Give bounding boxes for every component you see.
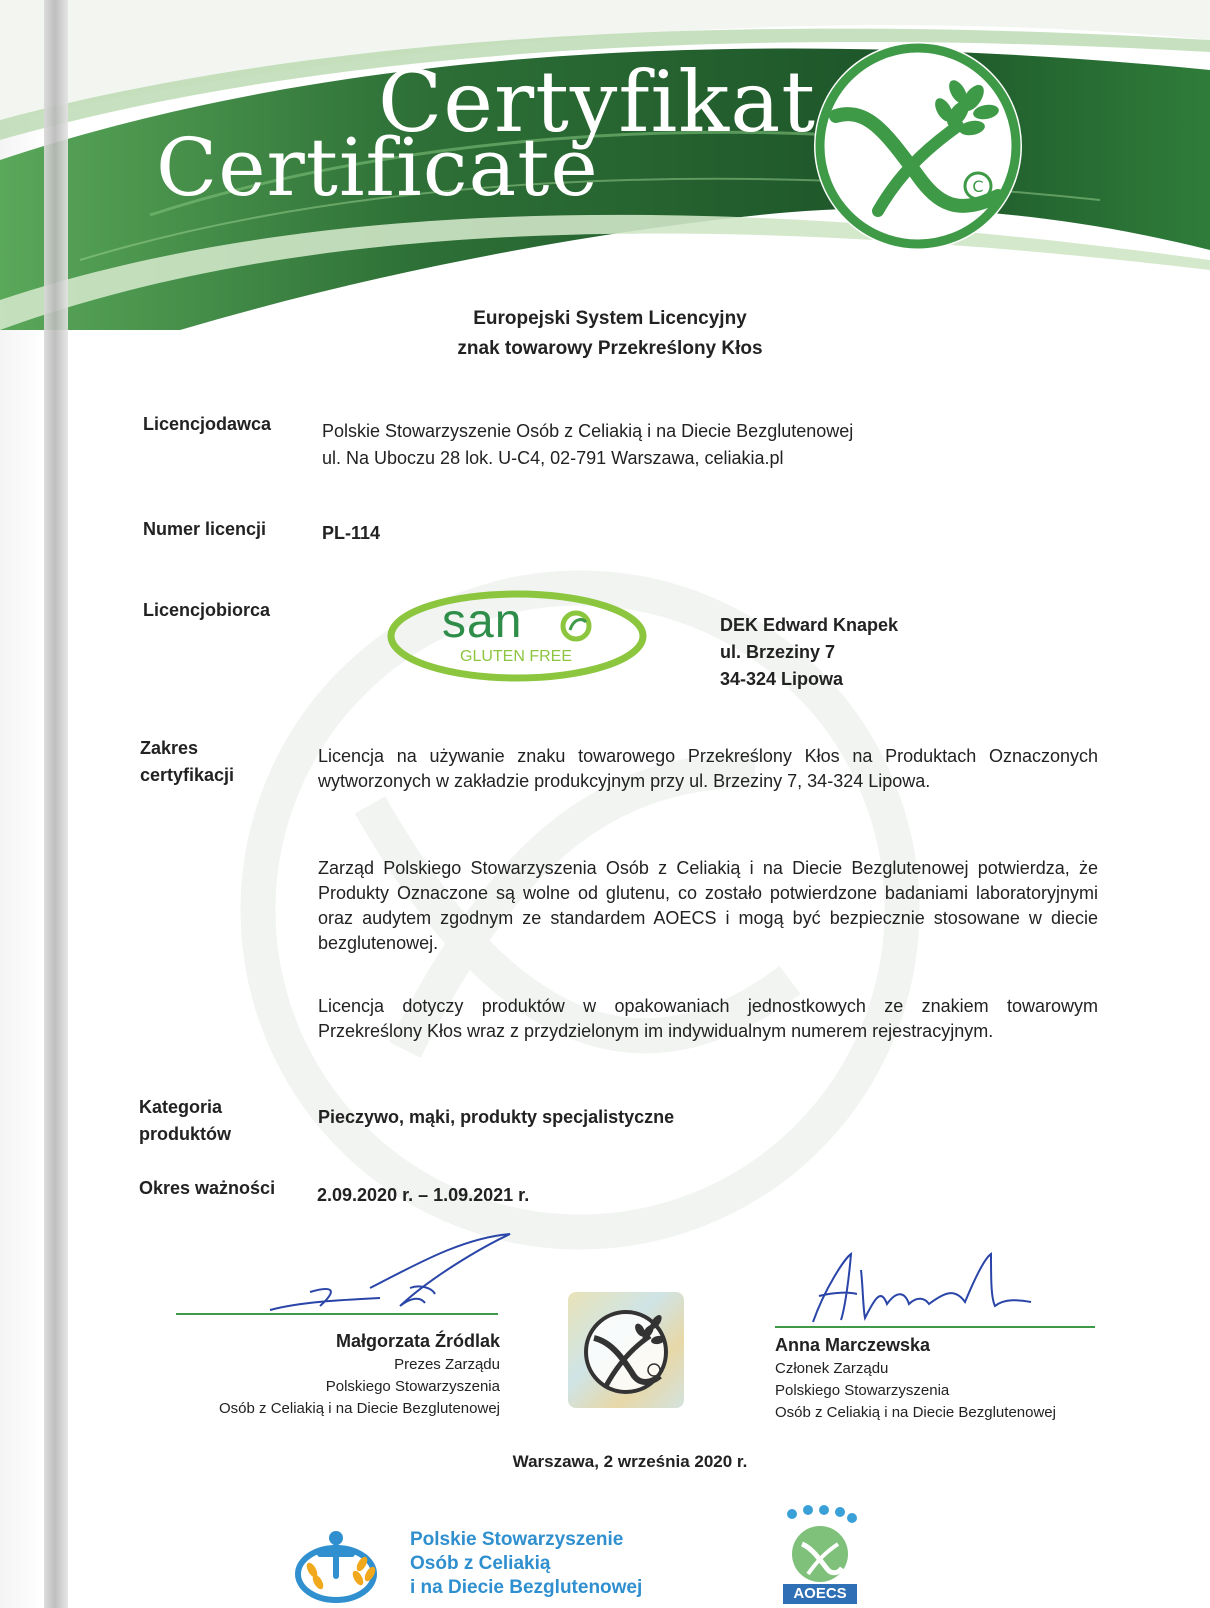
- certificate-subtitle: [310, 304, 910, 364]
- left-signer-name: Małgorzata Źródlak: [335, 1331, 500, 1351]
- license-number-value: PL-114: [322, 523, 381, 543]
- licensor-line-1: Polskie Stowarzyszenie Osób z Celiakią i na Diecie Bezglutenowej: [322, 421, 854, 441]
- left-signer-role-2: Polskiego Stowarzyszenia: [325, 1378, 500, 1395]
- svg-text:C: C: [972, 177, 984, 196]
- organization-name-line-1: Polskie Stowarzyszenie: [410, 1529, 624, 1550]
- organization-name: [410, 1528, 642, 1600]
- sano-logo-word: san: [442, 595, 523, 648]
- validity-value: 2.09.2020 r. – 1.09.2021 r.: [317, 1185, 530, 1205]
- category-label: [139, 1094, 231, 1148]
- crossed-grain-icon: [808, 36, 1028, 256]
- organization-name-line-3: i na Diecie Bezglutenowej: [410, 1577, 643, 1598]
- licensee-address: [720, 612, 898, 693]
- right-signer-role-1: Członek Zarządu: [775, 1360, 889, 1377]
- category-value: Pieczywo, mąki, produkty specjalistyczne: [318, 1107, 675, 1127]
- license-number-label: Numer licencji: [143, 519, 267, 539]
- scope-label-line-2: certyfikacji: [140, 765, 235, 785]
- title-polish: Certyfikat: [378, 53, 817, 151]
- right-signer-name: Anna Marczewska: [775, 1335, 931, 1355]
- licensor-value: [322, 418, 853, 472]
- aoecs-label: AOECS: [783, 1584, 857, 1604]
- scope-label-line-1: Zakres: [140, 738, 199, 758]
- right-signer-role-2: Polskiego Stowarzyszenia: [775, 1382, 950, 1399]
- right-signature: [805, 1248, 1035, 1328]
- right-signature-line: [775, 1326, 1095, 1328]
- scope-paragraph-2: Zarząd Polskiego Stowarzyszenia Osób z Celiakią i na Diecie Bezglutenowej potwierdza, że Produkty Oznaczone są wolne od glutenu, co zostało potwierdzone badaniami laboratoryjnymi oraz audytem zgodnym ze standardem AOECS i mogą być bezpiecznie stosowane w diecie bezglutenowej.: [318, 858, 1098, 953]
- sano-logo: [382, 588, 652, 684]
- licensee-street: ul. Brzeziny 7: [720, 642, 836, 662]
- left-signer-role-3: Osób z Celiakią i na Diecie Bezglutenowej: [219, 1400, 500, 1417]
- licensee-label: Licencjobiorca: [143, 600, 271, 620]
- sano-logo-subtitle: GLUTEN FREE: [460, 648, 573, 665]
- organization-name-line-2: Osób z Celiakią: [410, 1553, 551, 1574]
- subtitle-line-2: znak towarowy Przekreślony Kłos: [457, 338, 763, 359]
- category-label-line-1: Kategoria: [139, 1097, 223, 1117]
- title-english: Certificate: [156, 121, 599, 214]
- validity-label: Okres ważności: [139, 1178, 276, 1198]
- licensor-label: Licencjodawca: [143, 414, 272, 434]
- right-signer-role-3: Osób z Celiakią i na Diecie Bezglutenowej: [775, 1404, 1056, 1421]
- left-signer: [219, 1328, 500, 1420]
- hologram-seal-icon: [566, 1290, 686, 1410]
- category-label-line-2: produktów: [139, 1124, 231, 1144]
- organization-logo-icon: [292, 1524, 402, 1608]
- scope-label: [140, 735, 234, 789]
- place-and-date: Warszawa, 2 września 2020 r.: [512, 1452, 748, 1471]
- licensee-name: DEK Edward Knapek: [720, 615, 899, 635]
- licensor-line-2: ul. Na Uboczu 28 lok. U-C4, 02-791 Warszawa, celiakia.pl: [322, 448, 784, 468]
- scope-paragraph-1: Licencja na używanie znaku towarowego Przekreślony Kłos na Produktach Oznaczonych wytworzonych w zakładzie produkcyjnym przy ul. Brzeziny 7, 34-324 Lipowa.: [318, 746, 1098, 791]
- scan-side-strip: [44, 0, 68, 1608]
- left-signer-role-1: Prezes Zarządu: [394, 1356, 500, 1373]
- subtitle-line-1: Europejski System Licencyjny: [473, 308, 747, 329]
- scope-paragraph-3: Licencja dotyczy produktów w opakowaniach jednostkowych ze znakiem towarowym Przekreślony Kłos wraz z przydzielonym im indywidualnym numerem rejestracyjnym.: [318, 996, 1098, 1041]
- licensee-city: 34-324 Lipowa: [720, 669, 844, 689]
- right-signer: [775, 1332, 1056, 1424]
- left-signature: [260, 1228, 520, 1318]
- left-signature-line: [176, 1313, 498, 1315]
